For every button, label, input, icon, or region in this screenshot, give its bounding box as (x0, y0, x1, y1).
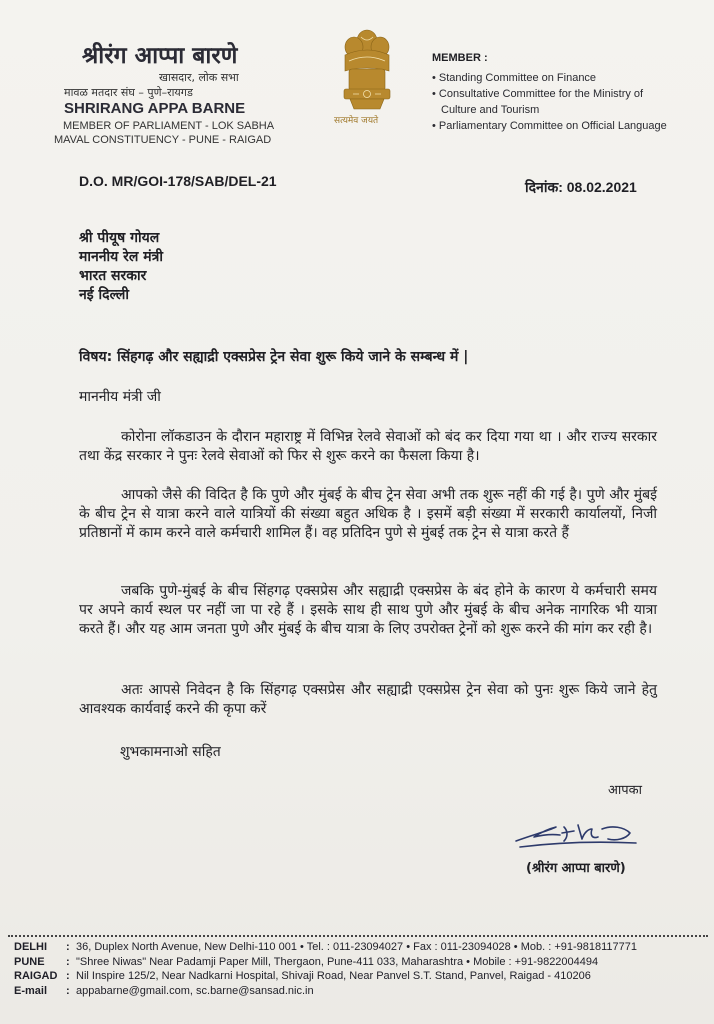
footer-row-pune (14, 955, 637, 970)
closing-remark: शुभकामनाओ सहित (120, 744, 221, 760)
footer-label: PUNE (14, 955, 45, 968)
sender-post-hindi: खासदार, लोक सभा (159, 71, 239, 84)
footer-contact-block (14, 940, 637, 998)
footer-divider (8, 935, 708, 937)
footer-text: "Shree Niwas" Near Padamji Paper Mill, Thergaon, Pune-411 033, Maharashtra • Mobile : +91-9822004494 (76, 955, 599, 968)
yours-text: आपका (608, 783, 643, 798)
addressee-line: नई दिल्ली (79, 287, 130, 303)
salutation: माननीय मंत्री जी (79, 389, 161, 405)
membership-item: Culture and Tourism (441, 104, 540, 116)
footer-row-raigad (14, 969, 637, 984)
footer-separator: : (66, 941, 70, 953)
signatory-name: (श्रीरंग आप्पा बारणे) (526, 861, 626, 876)
footer-separator: : (66, 970, 70, 982)
body-paragraph (79, 486, 657, 543)
emblem-motto: सत्यमेव जयते (334, 116, 379, 126)
body-paragraph (79, 428, 657, 466)
membership-item: • Consultative Committee for the Ministry of (432, 88, 644, 100)
addressee-line: भारत सरकार (79, 268, 147, 284)
membership-heading: MEMBER : (432, 52, 488, 64)
footer-text: Nil Inspire 125/2, Near Nadkarni Hospital, Shivaji Road, Near Panvel S.T. Stand, Panvel, Raigad - 410206 (76, 970, 591, 982)
addressee-line: श्री पीयूष गोयल (79, 230, 160, 246)
body-paragraph-text: आपको जैसे की विदित है कि पुणे और मुंबई के बीच ट्रेन सेवा अभी तक शुरू नहीं की गई है। पुणे और मुंबई के बीच ट्रेन से यात्रा करने वाले यात्रियों की संख्या बहुत अधिक है । इसमें बड़ी संख्या में सरकारी कार्यालयों, निजी प्रतिष्ठानों में काम करने वाले कर्मचारी शामिल हैं। वह प्रतिदिन पुणे से मुंबई तक ट्रेन से यात्रा करते हैं (79, 487, 657, 541)
footer-separator: : (66, 955, 70, 968)
membership-item: • Standing Committee on Finance (432, 72, 597, 84)
membership-list (432, 70, 667, 134)
footer-separator: : (66, 984, 70, 997)
body-paragraph-text: कोरोना लॉकडाउन के दौरान महाराष्ट्र में विभिन्न रेलवे सेवाओं को बंद कर दिया गया था । और राज्य सरकार तथा केंद्र सरकार ने पुनः रेलवे सेवाओं को फिर से शुरू करने का फैसला किया है। (79, 429, 657, 464)
sender-constituency-hindi: मावळ मतदार संघ – पुणे–रायगड (64, 86, 193, 99)
footer-label: DELHI (14, 941, 47, 953)
handwritten-signature (512, 815, 646, 851)
footer-text: 36, Duplex North Avenue, New Delhi-110 001 • Tel. : 011-23094027 • Fax : 011-23094028 • Mob. : +91-9818117771 (76, 941, 638, 953)
email-link[interactable]: appabarne@gmail.com, sc.barne@sansad.nic.in (76, 984, 314, 997)
footer-label: RAIGAD (14, 970, 58, 982)
reference-number: D.O. MR/GOI-178/SAB/DEL-21 (79, 173, 277, 189)
letter-date: दिनांक: 08.02.2021 (525, 179, 637, 195)
body-paragraph (79, 681, 657, 719)
sender-constituency-english: MAVAL CONSTITUENCY - PUNE - RAIGAD (54, 134, 272, 146)
membership-item: • Parliamentary Committee on Official Language (432, 120, 667, 132)
subject-line: विषय: सिंहगढ़ और सह्याद्री एक्सप्रेस ट्रेन सेवा शुरू किये जाने के सम्बन्ध में | (79, 349, 469, 365)
sender-name-hindi: श्रीरंग आप्पा बारणे (82, 43, 238, 69)
body-paragraph (79, 582, 657, 639)
body-paragraph-text: अतः आपसे निवेदन है कि सिंहगढ़ एक्सप्रेस और सह्याद्री एक्सप्रेस ट्रेन सेवा को पुनः शुरू किये जाने हेतु आवश्यक कार्यवाई करने की कृपा करें (79, 682, 657, 717)
addressee-line: माननीय रेल मंत्री (79, 249, 163, 265)
footer-label: E-mail (14, 984, 48, 997)
sender-role-english: MEMBER OF PARLIAMENT - LOK SABHA (63, 120, 275, 132)
footer-row-delhi (14, 940, 637, 955)
national-emblem-icon (333, 25, 401, 125)
addressee-block (79, 229, 163, 305)
footer-row-email (14, 984, 637, 999)
body-paragraph-text: जबकि पुणे-मुंबई के बीच सिंहगढ़ एक्सप्रेस और सह्याद्री एक्सप्रेस के बंद होने के कारण ये कर्मचारी समय पर अपने कार्य स्थल पर नहीं जा पा रहे हैं । इसके साथ ही साथ पुणे और मुंबई के बीच अनेक नागरिक भी यात्रा करते हैं। और यह आम जनता पुणे और मुंबई के बीच यात्रा के लिए उपरोक्त ट्रेनों को शुरू करने की मांग कर रही है। (79, 583, 657, 637)
sender-name-english: SHRIRANG APPA BARNE (64, 100, 246, 117)
